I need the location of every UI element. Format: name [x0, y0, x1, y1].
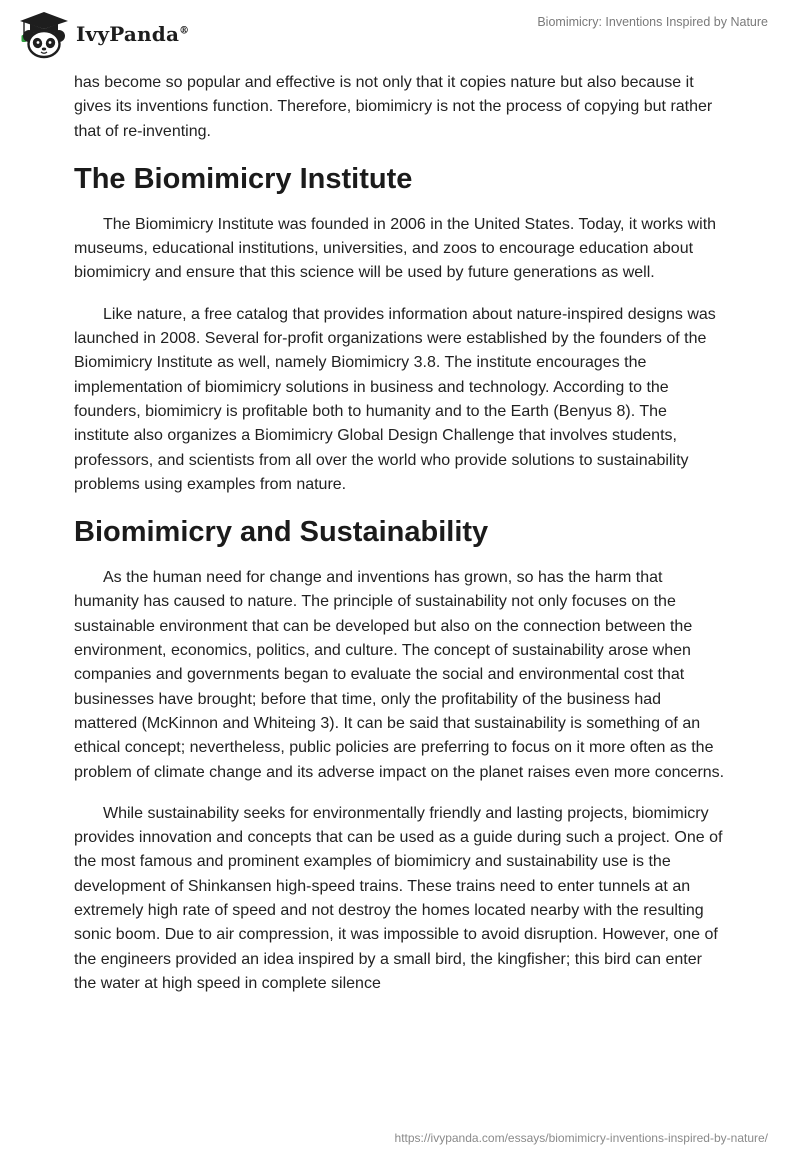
panda-graduate-icon [14, 9, 70, 59]
brand-name: IvyPanda® [76, 22, 190, 46]
paragraph: As the human need for change and inventions has grown, so has the harm that humanity has caused to nature. The principle of sustainability not only focuses on the sustainable environment that can be developed but also on the connection between the environment, economics, politics, and culture. The concept of sustainability arose when companies and governments began to evaluate the social and environmental cost that businesses have brought; before that time, only the profitability of the business had mattered (McKinnon and Whiteing 3). It can be said that sustainability is something of an ethical concept; nevertheless, public policies are preferring to focus on it more often as the problem of climate change and its adverse impact on the planet raises even more concerns. [74, 569, 725, 781]
paragraph: While sustainability seeks for environmentally friendly and lasting projects, biomimicry provides innovation and concepts that can be used as a guide during such a project. One of the most famous and prominent examples of biomimicry and sustainability use is the development of Shinkansen high-speed trains. These trains need to enter tunnels at an extremely high rate of speed and not destroy the homes located nearby with the resulting sonic boom. Due to air compression, it was impossible to avoid disruption. However, one of the engineers provided an idea inspired by a small bird, the kingfisher; this bird can enter the water at high speed in complete silence [74, 804, 723, 992]
ivypanda-logo[interactable] [14, 9, 189, 59]
paragraph: The Biomimicry Institute was founded in 2006 in the United States. Today, it works with museums, educational institutions, universities, and zoos to encourage education about biomimicry and ensure that this science will be used by future generations as well. [74, 215, 717, 282]
essay-body [74, 71, 726, 1013]
paragraph: Like nature, a free catalog that provides information about nature-inspired designs was launched in 2008. Several for-profit organizations were established by the founders of the Biomimicry Institute as well, namely Biomimicry 3.8. The institute encourages the implementation of biomimicry solutions in business and technology. According to the founders, biomimicry is profitable both to humanity and to the Earth (Benyus 8). The institute also organizes a Biomimicry Global Design Challenge that involves students, professors, and scientists from all over the world who provide solutions to sustainability problems using examples from nature. [74, 305, 716, 493]
section-heading-biomimicry-institute: The Biomimicry Institute [74, 162, 413, 195]
page-header [0, 0, 800, 64]
intro-paragraph: has become so popular and effective is not only that it copies nature but also because it gives its inventions function. Therefore, biomimicry is not the process of copying but rather that of re-inventing. [74, 74, 713, 140]
document-title: Biomimicry: Inventions Inspired by Nature [537, 15, 768, 29]
section-heading-biomimicry-sustainability: Biomimicry and Sustainability [74, 516, 489, 549]
source-url-link[interactable]: https://ivypanda.com/essays/biomimicry-inventions-inspired-by-nature/ [394, 1131, 768, 1145]
